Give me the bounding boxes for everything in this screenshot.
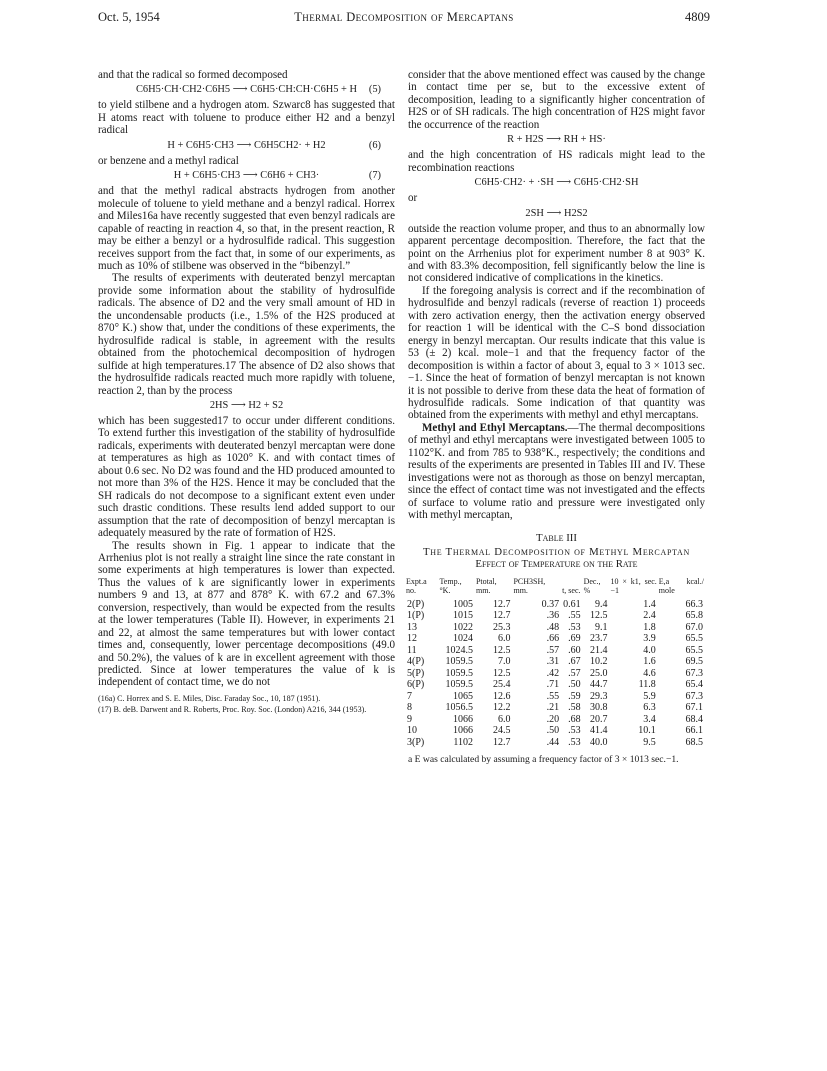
table-cell: 12.2 [492,702,511,714]
table-cell: 1.6 [643,656,656,668]
table-cell: 30.8 [590,702,608,714]
equation-text: R + H2S ⟶ RH + HS· [507,134,606,146]
table-cell: 66.1 [685,725,703,737]
table-cell: 2.4 [643,610,656,622]
paragraph: and that the methyl radical abstracts hydrogen from another molecule of toluene to yield methane and a benzyl radical. Horrex and Miles16a have recently suggested that even benzyl radicals are capable of reacting in reaction 4, so that, in the present reaction, R may be either a benzyl or a hydrosulfide radical. This suggestion receives support from the fact that, in some of our experiments, as much as 10% of stilbene was observed in the “bibenzyl.” [98,185,395,272]
table-cell: .59 [568,690,581,702]
table-cell: 1024 [452,633,473,645]
table-cell: 1005 [452,598,473,610]
table-cell: 11 [407,644,417,656]
table-cell: .57 [568,667,581,679]
table-cell: 5(P) [407,667,425,679]
table-cell: 1015 [452,610,473,622]
table-cell: 10.2 [590,656,608,668]
footnote-17: (17) B. deB. Darwent and R. Roberts, Proc. Roy. Soc. (London) A216, 344 (1953). [98,704,367,714]
table-subcaption: Effect of Temperature on the Rate [475,558,638,571]
table-cell: .66 [546,633,560,645]
equation-text: H + C6H5·CH3 ⟶ C6H5CH2· + H2 [167,139,326,151]
table-cell: .58 [568,702,581,714]
table-cell: .69 [568,633,581,645]
table-row [405,679,705,691]
table-cell: 4.6 [643,667,656,679]
table-cell: 5.9 [643,690,656,702]
column-header: E,a kcal./ mole [658,576,704,596]
data-table [405,577,705,748]
table-cell: 25.3 [492,621,511,633]
table-cell: 1022 [452,621,473,633]
table-cell: 3(P) [407,736,425,748]
table-caption: The Thermal Decomposition of Methyl Mercaptan [422,545,691,558]
table-cell: 7 [407,690,412,702]
paragraph: outside the reaction volume proper, and thus to an abnormally low apparent percentage decomposition. Therefore, the fact that the point on the Arrhenius plot for experiment number 8 at 903° K. and with 83.3% decomposition, fell significantly below the line is not considered indicative of complications in the kinetics. [408,222,705,285]
paragraph: or benzene and a methyl radical [98,154,239,167]
equation-text: C6H5·CH2· + ·SH ⟶ C6H5·CH2·SH [474,177,639,189]
table-cell: 3.9 [643,633,656,645]
table-cell: 65.5 [685,633,703,645]
table-label: Table III [536,531,577,544]
table-cell: 29.3 [590,690,608,702]
page-header [98,10,710,26]
table-cell: 1066 [452,713,473,725]
table-cell: 67.3 [685,690,703,702]
table-cell: 65.4 [685,679,703,691]
footnotes [98,694,395,715]
table-cell: 9.5 [643,736,656,748]
table-cell: 67.0 [685,621,703,633]
table-cell: 1(P) [407,610,425,622]
table-cell: .57 [546,644,560,656]
table-cell: 23.7 [590,633,608,645]
column-header: Ptotal, mm. [475,576,497,596]
table-cell: .50 [546,725,560,737]
table-cell: .31 [546,656,560,668]
table-cell: 8 [407,702,412,714]
column-header: Expt.a no. [406,576,427,596]
equation-2sh [408,205,705,223]
table-row [405,622,705,634]
table-cell: 13 [407,621,417,633]
table-cell: 11.8 [638,679,656,691]
column-header: Temp., °K. [439,576,462,596]
column-header: 10 × k1, sec.−1 [610,576,657,596]
equation-text: H + C6H5·CH3 ⟶ C6H6 + CH3· [173,170,320,182]
table-cell: 1066 [452,725,473,737]
column-header: PCH3SH, mm. [513,576,546,596]
table-row [405,599,705,611]
table-cell: .53 [568,736,581,748]
table-cell: 1056.5 [445,702,473,714]
equation-5 [98,81,395,99]
paragraph: consider that the above mentioned effect was caused by the change in contact time per se, but to the excessive extent of decomposition, leading to a significantly higher concentration of H2S or of SH radicals. The high concentration of H2S might favor the occurrence of the reaction [408,69,705,131]
table-cell: .48 [546,621,560,633]
table-cell: 65.8 [685,610,703,622]
table-row [405,633,705,645]
table-cell: 12 [407,633,417,645]
table-cell: 67.1 [685,702,703,714]
table-cell: 9 [407,713,412,725]
table-cell: 9.1 [595,621,608,633]
table-row [405,702,705,714]
table-row [405,725,705,737]
paragraph: and the high concentration of HS radicals might lead to the recombination reactions [408,149,705,174]
table-cell: .20 [546,713,560,725]
table-cell: 4(P) [407,656,425,668]
table-row [405,645,705,657]
table-row [405,737,705,749]
equation-text: C6H5·CH·CH2·C6H5 ⟶ C6H5·CH:CH·C6H5 + H [135,84,358,96]
table-cell: 12.5 [492,644,511,656]
table-cell: .53 [568,725,581,737]
right-column [408,69,705,766]
table-cell: .21 [546,702,560,714]
table-cell: 1059.5 [445,679,473,691]
header-title: Thermal Decomposition of Mercaptans [294,10,514,24]
table-cell: .53 [568,621,581,633]
table-cell: 66.3 [685,598,703,610]
table-cell: 3.4 [643,713,656,725]
table-cell: 10 [407,725,417,737]
table-cell: 7.0 [497,656,511,668]
equation-text: 2SH ⟶ H2S2 [525,207,588,219]
paragraph: to yield stilbene and a hydrogen atom. Szwarc8 has suggested that H atoms react with toluene to produce either H2 and a benzyl radical [98,99,395,137]
table-cell: .55 [546,690,560,702]
table-cell: 40.0 [590,736,608,748]
table-row [405,610,705,622]
section-heading: Methyl and Ethyl Mercaptans. [422,421,568,434]
table-cell: .68 [568,713,581,725]
table-cell: 12.7 [492,598,511,610]
table-cell: 1.8 [643,621,656,633]
table-cell: .50 [568,679,581,691]
equation-6 [98,137,395,155]
table-row [405,714,705,726]
paragraph: which has been suggested17 to occur under different conditions. To extend further this investigation of the stability of hydrosulfide radicals, experiments with deuterated benzyl mercaptan were done at temperatures as high as 1020° K. and with contact times of about 0.6 sec. No D2 was found and the HD produced amounted to not more than 3% of the H2S. Hence it may be concluded that the SH radicals do not decompose to a significant extent even under such drastic conditions. These results lend added support to our assumption that the rate of decomposition of benzyl mercaptan is adequately measured by the rate of formation of H2S. [98,414,395,540]
table-cell: 41.4 [590,725,608,737]
paragraph: and that the radical so formed decomposed [98,69,288,81]
table-cell: .67 [568,656,581,668]
table-cell: 1059.5 [445,667,473,679]
table-row [405,691,705,703]
paragraph-text: —The thermal decompositions of methyl and ethyl mercaptans were investigated between 1005 to 1102°K. and from 785 to 938°K., respectively; the conditions and results of the experiments are presented in Tables III and IV. These investigations were not as thorough as those on benzyl mercaptan, since the effect of contact time was not investigated and the effects of surface to volume ratio and pressure were investigated only with methyl mercaptan, [408,421,705,522]
table-cell: 1102 [453,736,473,748]
table-cell: 69.5 [685,656,703,668]
table-cell: 25.4 [492,679,511,691]
table-cell: 68.5 [685,736,703,748]
equation-hs-recombination [98,397,395,415]
table-cell: .60 [568,644,581,656]
table-cell: .36 [546,610,560,622]
table-row [405,656,705,668]
table-cell: .71 [546,679,560,691]
paragraph: or [408,192,418,205]
header-date: Oct. 5, 1954 [98,10,160,24]
table-cell: 0.37 [541,598,560,610]
table-cell: 12.5 [492,667,511,679]
table-cell: .55 [568,610,581,622]
equation-number: (5) [368,84,381,96]
table-row [405,668,705,680]
equation-text: 2HS ⟶ H2 + S2 [209,399,284,411]
table-cell: 12.7 [492,736,511,748]
page-number: 4809 [685,10,710,24]
paragraph [408,422,705,522]
table-cell: 20.7 [590,713,608,725]
equation-benzyl-sh [408,174,705,192]
column-header: Dec., % [583,576,601,596]
table-cell: 68.4 [685,713,703,725]
equation-number: (6) [368,139,381,151]
equation-r-h2s [408,131,705,149]
table-cell: 44.7 [590,679,608,691]
table-cell: 24.5 [492,725,511,737]
table-footnote: a E was calculated by assuming a frequency factor of 3 × 1013 sec.−1. [408,754,679,766]
table-cell: 65.5 [685,644,703,656]
table-header-row [405,577,705,599]
table-cell: 12.7 [492,610,511,622]
table-cell: 4.0 [643,644,656,656]
table-cell: 0.61 [563,598,581,610]
equation-7 [98,167,395,185]
table-cell: 9.4 [595,598,608,610]
equation-number: (7) [368,170,381,182]
paragraph: The results of experiments with deuterated benzyl mercaptan provide some information about the stability of hydrosulfide radicals. The absence of D2 and the very small amount of HD in the uncondensable products (i.e., 1.5% of the H2S produced at 870° K.) show that, under the conditions of these experiments, the hydrosulfide radical is stable, in agreement with the results obtained from the photochemical decomposition of hydrogen sulfide at high temperatures.17 The absence of D2 also shows that the hydrosulfide radicals reacted much more rapidly with toluene, reaction 2, than by the process [98,272,395,397]
table-cell: 67.3 [685,667,703,679]
paragraph: If the foregoing analysis is correct and if the recombination of hydrosulfide and benzyl radicals (reverse of reaction 1) proceeds with zero activation energy, then the activation energy observed for reaction 1 will be identical with the C–S bond dissociation energy in benzyl mercaptan. Our results indicate that this value is 53 (± 2) kcal. mole−1 and that the frequency factor of the decomposition is within a factor of about 3, equal to 3 × 1013 sec.−1. Since the heat of formation of benzyl mercaptan is not known it is not possible to derive from these data the heat of formation of hydrosulfide radicals. Some indication of that quantity was obtained from the experiments with methyl and ethyl mercaptans. [408,284,705,422]
table-cell: 6.0 [497,713,511,725]
table-cell: 12.6 [492,690,511,702]
table-cell: 21.4 [590,644,608,656]
table-cell: 6.0 [497,633,511,645]
left-column [98,69,395,715]
table-cell: 2(P) [407,598,425,610]
column-header: t, sec. [562,586,581,596]
paragraph: The results shown in Fig. 1 appear to indicate that the Arrhenius plot is not really a straight line since the rate constant in some experiments at high temperatures is lower than expected. Thus the values of k are significantly lower in experiments numbers 9 and 13, at 877 and 878° K. with 67.2 and 67.3% conversion, respectively, than would be expected from the results at the lower temperatures (Table II). However, in experiments 21 and 22, at almost the same temperatures but with lower contact times and, consequently, lower percentage decompositions (49.0 and 50.2%), the values of k are in excellent agreement with those predicted. Since at lower temperatures the value of k is independent of contact time, we do not [98,539,395,689]
table-cell: 1024.5 [445,644,473,656]
table-cell: 25.0 [590,667,608,679]
table-cell: 1.4 [643,598,656,610]
table-cell: 1065 [452,690,473,702]
table-cell: 1059.5 [445,656,473,668]
table-cell: 10.1 [638,725,656,737]
table-cell: .44 [546,736,560,748]
table-cell: .42 [546,667,560,679]
footnote-16a: (16a) C. Horrex and S. E. Miles, Disc. Faraday Soc., 10, 187 (1951). [98,693,321,703]
table-cell: 12.5 [590,610,608,622]
table-cell: 6(P) [407,679,425,691]
table-cell: 6.3 [643,702,656,714]
